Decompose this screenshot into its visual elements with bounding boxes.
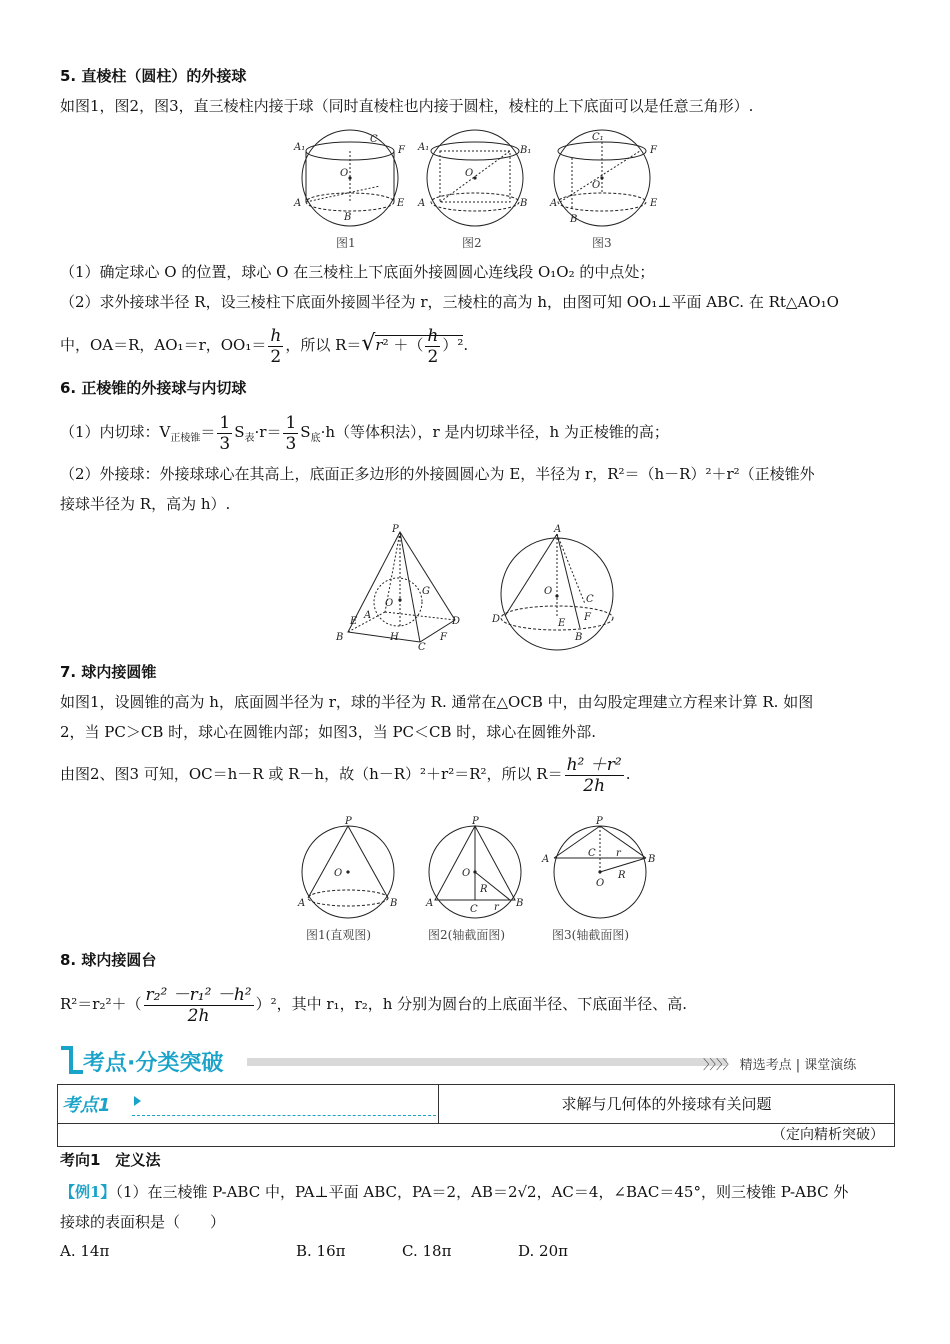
svg-text:C: C (370, 134, 378, 145)
fig5-caption-3: 图3 (592, 236, 612, 250)
topic-table (57, 1084, 895, 1147)
banner-right-label: 〉〉〉〉 精选考点 | 课堂演练 (703, 1058, 857, 1073)
svg-text:O: O (592, 180, 601, 191)
svg-text:P: P (472, 816, 479, 827)
svg-text:C: C (470, 904, 478, 915)
svg-text:F: F (650, 145, 657, 156)
play-icon (134, 1096, 141, 1106)
svg-text:O: O (385, 598, 394, 609)
svg-text:O: O (544, 586, 553, 597)
svg-text:D: D (492, 614, 501, 625)
option-d[interactable]: D. 20π (518, 1242, 568, 1260)
svg-text:F: F (584, 612, 591, 623)
svg-text:P: P (345, 816, 352, 827)
topic-note: （定向精析突破） (772, 1127, 884, 1143)
svg-text:B: B (520, 198, 528, 209)
section-5-formula: 中，OA＝R，AO₁＝r，OO₁＝ $\frac{h}{2}$ ，所以 R＝√r² ＋（ $\frac{h}{2}$ ）². (60, 325, 469, 367)
svg-text:P: P (392, 524, 399, 535)
banner-title: 考点·分类突破 (83, 1051, 224, 1076)
option-a[interactable]: A. 14π (60, 1242, 110, 1260)
svg-text:P: P (596, 816, 603, 827)
topic-tag-cell (58, 1085, 439, 1123)
svg-text:F: F (440, 632, 447, 643)
svg-text:A: A (426, 898, 434, 909)
svg-text:E: E (397, 198, 405, 209)
cone-figures (290, 812, 660, 924)
svg-text:A: A (554, 524, 562, 535)
direction-heading: 考向1 定义法 (60, 1151, 161, 1169)
example-1-text: 【例1】（1）在三棱锥 P-ABC 中，PA⊥平面 ABC，PA＝2，AB＝2√2，AC＝4，∠BAC＝45°，则三棱锥 P-ABC 外 (60, 1183, 849, 1201)
example-tag: 【例1】 (60, 1183, 116, 1201)
svg-text:B: B (648, 854, 656, 865)
svg-text:A: A (542, 854, 550, 865)
option-c[interactable]: C. 18π (402, 1242, 452, 1260)
svg-text:O: O (465, 168, 474, 179)
svg-text:B: B (344, 212, 352, 223)
fig7-caption-1: 图1(直观图) (306, 928, 371, 942)
svg-text:H: H (390, 632, 399, 643)
svg-text:C: C (588, 848, 596, 859)
svg-text:A₁: A₁ (418, 142, 430, 153)
fig5-caption-2: 图2 (462, 236, 482, 250)
fig7-caption-3: 图3(轴截面图) (552, 928, 629, 942)
section-5-step2: （2）求外接球半径 R，设三棱柱下底面外接圆半径为 r，三棱柱的高为 h，由图可知 OO₁⊥平面 ABC. 在 Rt△AO₁O (60, 293, 839, 311)
section-7-formula: 由图2、图3 可知，OC＝h－R 或 R－h，故（h－R）²＋r²＝R²，所以 R＝ $\frac{\text{h² ＋r²}}{2h}$ . (60, 754, 631, 796)
svg-text:B: B (575, 632, 583, 643)
svg-text:E: E (558, 618, 566, 629)
section-banner (57, 1044, 893, 1080)
svg-text:A: A (550, 198, 558, 209)
svg-text:B: B (516, 898, 524, 909)
svg-text:r: r (616, 848, 621, 859)
section-6-title: 6. 正棱锥的外接球与内切球 (60, 379, 247, 397)
svg-text:D: D (452, 616, 461, 627)
section-6-inscribed: （1）内切球：$V_{正棱锥}=$ $\frac{1}{3}$ $S_表\cdot r=$ $\frac{1}{3}$ $S_底\cdot h$（等体积法），r 是内切球半径，h 为正棱锥的高； (60, 412, 669, 454)
svg-text:A: A (298, 898, 306, 909)
svg-text:B₁: B₁ (520, 145, 532, 156)
svg-text:B: B (390, 898, 398, 909)
section-8-formula: R²＝r₂²＋（ $\frac{\text{r₂² －r₁² －h²}}{2h}$ ）²，其中 r₁，r₂，h 分别为圆台的上底面半径、下底面半径、高. (60, 984, 687, 1026)
svg-text:O: O (462, 868, 471, 879)
section-6-circumscribed-cont: 接球半径为 R，高为 h）. (60, 495, 231, 513)
svg-text:R: R (480, 884, 488, 895)
svg-text:A: A (294, 198, 302, 209)
svg-text:F: F (398, 145, 405, 156)
topic-tag: 考点1 (62, 1095, 111, 1116)
section-6-circumscribed: （2）外接球：外接球球心在其高上，底面正多边形的外接圆圆心为 E，半径为 r，R²＝（h－R）²＋r²（正棱锥外 (60, 465, 815, 483)
svg-text:G: G (422, 586, 430, 597)
section-7-p1: 如图1，设圆锥的高为 h，底面圆半径为 r，球的半径为 R. 通常在△OCB 中，由勾股定理建立方程来计算 R. 如图 (60, 693, 814, 711)
svg-text:C₁: C₁ (592, 132, 604, 143)
section-5-title: 5. 直棱柱（圆柱）的外接球 (60, 67, 247, 85)
svg-text:B: B (570, 214, 578, 225)
svg-text:R: R (618, 870, 626, 881)
svg-text:O: O (334, 868, 343, 879)
section-8-title: 8. 球内接圆台 (60, 951, 157, 969)
svg-text:O: O (596, 878, 605, 889)
section-5-step1: （1）确定球心 O 的位置，球心 O 在三棱柱上下底面外接圆圆心连线段 O₁O₂ 的中点处； (60, 263, 655, 281)
section-7-p2: 2，当 PC＞CB 时，球心在圆锥内部；如图3，当 PC＜CB 时，球心在圆锥外部. (60, 723, 597, 741)
section-5-intro: 如图1，图2，图3，直三棱柱内接于球（同时直棱柱也内接于圆柱，棱柱的上下底面可以是任意三角形）. (60, 97, 754, 115)
fig5-caption-1: 图1 (336, 236, 356, 250)
svg-text:A₁: A₁ (294, 142, 306, 153)
svg-text:E: E (350, 616, 358, 627)
pyramid-figures (330, 524, 630, 652)
svg-text:O: O (340, 168, 349, 179)
svg-text:C: C (418, 642, 426, 652)
svg-text:r: r (494, 902, 499, 913)
option-b[interactable]: B. 16π (296, 1242, 346, 1260)
topic-title: 求解与几何体的外接球有关问题 (561, 1095, 772, 1113)
example-1-text-cont: 接球的表面积是（ ） (60, 1213, 226, 1231)
svg-text:A: A (364, 610, 372, 621)
svg-text:A: A (418, 198, 426, 209)
section-7-title: 7. 球内接圆锥 (60, 663, 157, 681)
svg-text:C: C (586, 594, 594, 605)
svg-text:E: E (650, 198, 658, 209)
svg-text:B: B (336, 632, 344, 643)
fig7-caption-2: 图2(轴截面图) (428, 928, 505, 942)
